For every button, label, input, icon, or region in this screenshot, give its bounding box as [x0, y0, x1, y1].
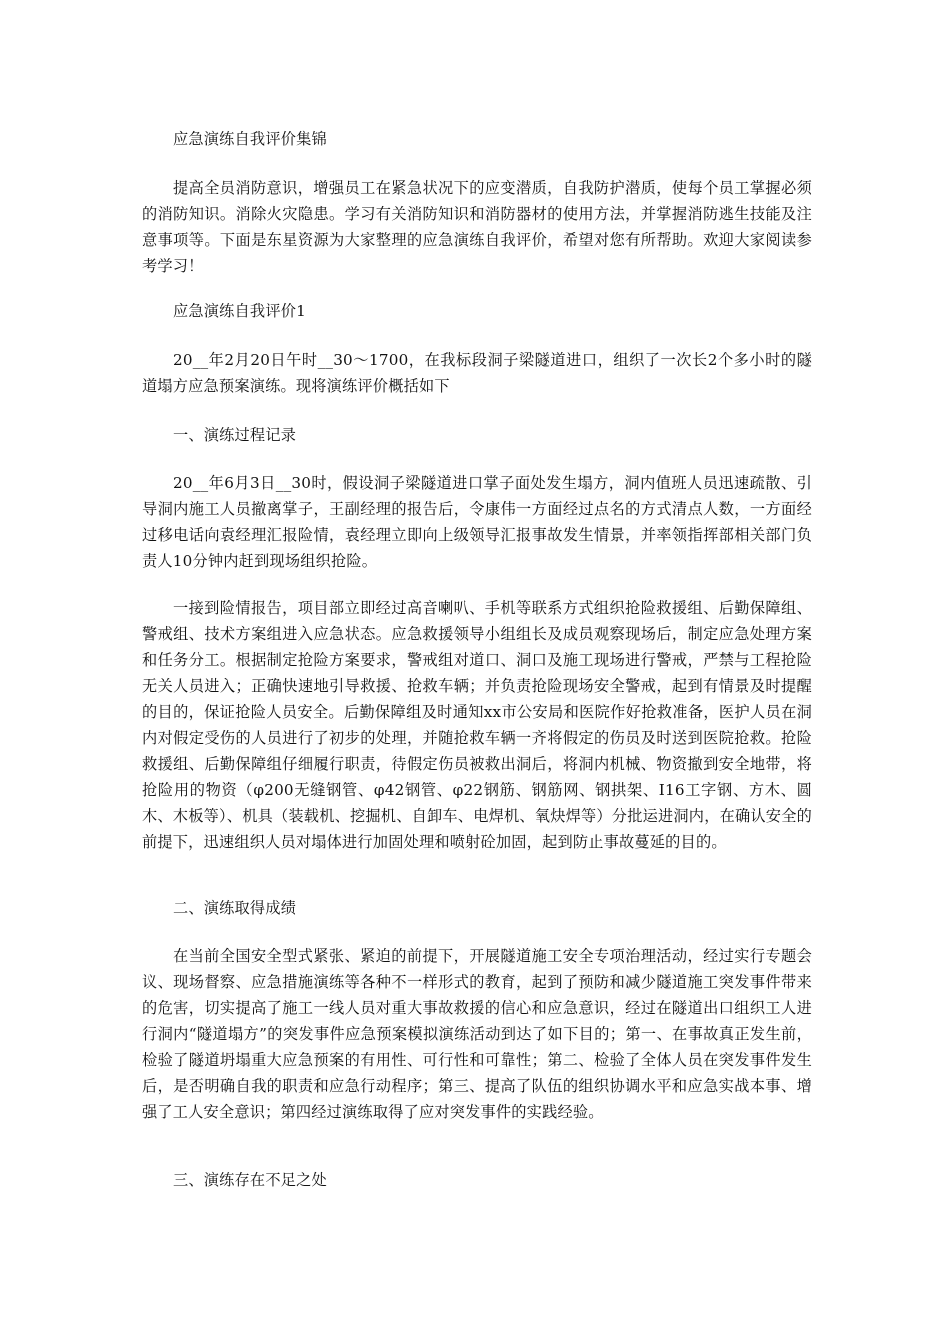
section-title: 应急演练自我评价1 — [173, 302, 306, 320]
document-title: 应急演练自我评价集锦 — [173, 130, 327, 148]
intro-paragraph: 提高全员消防意识，增强员工在紧急状况下的应变潜质，自我防护潜质，使每个员工掌握必须的消防知识。消除火灾隐患。学习有关消防知识和消防器材的使用方法，并掌握消防逃生技能及注意事项等。下面是东星资源为大家整理的应急演练自我评价，希望对您有所帮助。欢迎大家阅读参考学习！ — [142, 179, 812, 275]
paragraph-achievements: 在当前全国安全型式紧张、紧迫的前提下，开展隧道施工安全专项治理活动，经过实行专题会议、现场督察、应急措施演练等各种不一样形式的教育，起到了预防和减少隧道施工突发事件带来的危害，切实提高了施工一线人员对重大事故救援的信心和应急意识，经过在隧道出口组织工人进行洞内“隧道塌方”的突发事件应急预案模拟演练活动到达了如下目的；第一、在事故真正发生前，检验了隧道坍塌重大应急预案的有用性、可行性和可靠性；第二、检验了全体人员在突发事件发生后，是否明确自我的职责和应急行动程序；第三、提高了队伍的组织协调水平和应急实战本事、增强了工人安全意识；第四经过演练取得了应对突发事件的实践经验。 — [142, 947, 812, 1121]
paragraph-process-2: 一接到险情报告，项目部立即经过高音喇叭、手机等联系方式组织抢险救援组、后勤保障组、警戒组、技术方案组进入应急状态。应急救援领导小组组长及成员观察现场后，制定应急处理方案和任务分工。根据制定抢险方案要求，警戒组对道口、洞口及施工现场进行警戒，严禁与工程抢险无关人员进入；正确快速地引导救援、抢救车辆；并负责抢险现场安全警戒，起到有情景及时提醒的目的，保证抢险人员安全。后勤保障组及时通知xx市公安局和医院作好抢救准备，医护人员在洞内对假定受伤的人员进行了初步的处理，并随抢救车辆一齐将假定的伤员及时送到医院抢救。抢险救援组、后勤保障组仔细履行职责，待假定伤员被救出洞后，将洞内机械、物资撤到安全地带，将抢险用的物资（φ200无缝钢管、φ42钢管、φ22钢筋、钢筋网、钢拱架、I16工字钢、方木、圆木、木板等）、机具（装载机、挖掘机、自卸车、电焊机、氧炔焊等）分批运进洞内，在确认安全的前提下，迅速组织人员对塌体进行加固处理和喷射砼加固，起到防止事故蔓延的目的。 — [142, 599, 812, 851]
section-paragraph: 20__年2月20日午时__30～1700，在我标段洞子梁隧道进口，组织了一次长2个多小时的隧道塌方应急预案演练。现将演练评价概括如下 — [142, 351, 812, 395]
paragraph-process-1: 20__年6月3日__30时，假设洞子梁隧道进口掌子面处发生塌方，洞内值班人员迅速疏散、引导洞内施工人员撤离掌子，王副经理的报告后，令康伟一方面经过点名的方式清点人数，一方面经过移电话向袁经理汇报险情，袁经理立即向上级领导汇报事故发生情景，并率领指挥部相关部门负责人10分钟内赶到现场组织抢险。 — [142, 474, 812, 570]
heading-achievements: 二、演练取得成绩 — [173, 899, 297, 917]
heading-process-record: 一、演练过程记录 — [173, 426, 297, 444]
heading-shortcomings: 三、演练存在不足之处 — [173, 1171, 327, 1189]
